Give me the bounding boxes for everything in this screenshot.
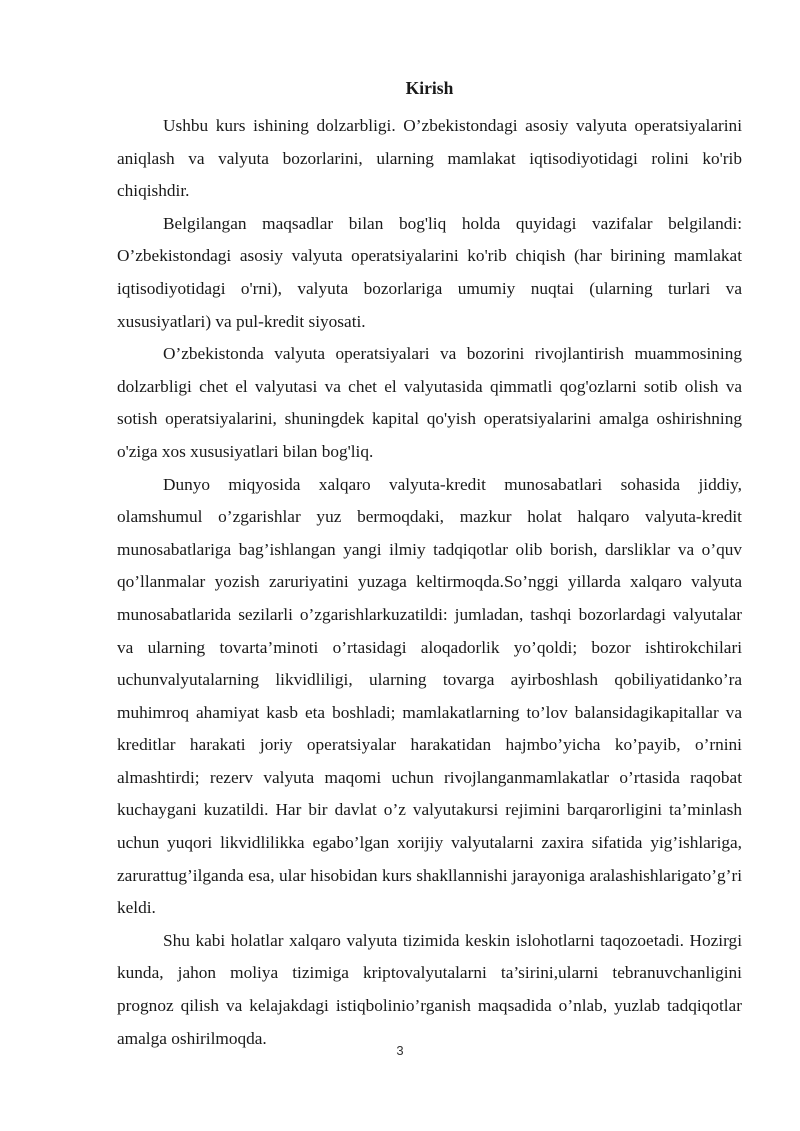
page-number: 3 [396, 1043, 404, 1058]
paragraph-tasks: Belgilangan maqsadlar bilan bog'liq holda quyidagi vazifalar belgilandi: O’zbekistondagi asosiy valyuta operatsiyalarini ko'rib chiqish (har birining mamlakat iqtisodiyotidagi o'rni), valyuta bozorlariga umumiy nuqtai (ularning turlari va xususiyatlari) va pul-kredit siyosati. [117, 213, 742, 331]
page-content [117, 78, 742, 1055]
section-title: Kirish [405, 78, 454, 98]
paragraph-reforms: Shu kabi holatlar xalqaro valyuta tizimida keskin islohotlarni taqozoetadi. Hozirgi kunda, jahon moliya tizimiga kriptovalyutalarni ta’sirini,ularni tebranuvchanligini prognoz qilish va kelajakdagi istiqbolinio’rganish maqsadida o’nlab, yuzlab tadqiqotlar amalga oshirilmoqda. [117, 930, 742, 1048]
paragraph-world-context: Dunyo miqyosida xalqaro valyuta-kredit munosabatlari sohasida jiddiy, olamshumul o’zgarishlar yuz bermoqdaki, mazkur holat halqaro valyuta-kredit munosabatlariga bag’ishlangan yangi ilmiy tadqiqotlar olib borish, darsliklar va o’quv qo’llanmalar yozish zaruriyatini yuzaga keltirmoqda.So’nggi yillarda xalqaro valyuta munosabatlarida sezilarli o’zgarishlarkuzatildi: jumladan, tashqi bozorlardagi valyutalar va ularning tovarta’minoti o’rtasidagi aloqadorlik yo’qoldi; bozor ishtirokchilari uchunvalyutalarning likvidliligi, ularning tovarga ayirboshlash qobiliyatidanko’ra muhimroq ahamiyat kasb eta boshladi; mamlakatlarning to’lov balansidagikapitallar va kreditlar harakati joriy operatsiyalar harakatidan hajmbo’yicha ko’payib, o’rnini almashtirdi; rezerv valyuta maqomi uchun rivojlanganmamlakatlar o’rtasida raqobat kuchaygani kuzatildi. Har bir davlat o’z valyutakursi rejimini barqarorligini ta’minlash uchun yuqori likvidlilikka egabo’lgan xorijiy valyutalarni zaxira sifatida yig’ishlariga, zarurattug’ilganda esa, ular hisobidan kurs shakllannishi jarayoniga aralashishlarigato’g’ri keldi. [117, 474, 742, 918]
paragraph-relevance: Ushbu kurs ishining dolzarbligi. O’zbekistondagi asosiy valyuta operatsiyalarini aniqlash va valyuta bozorlarini, ularning mamlakat iqtisodiyotidagi rolini ko'rib chiqishdir. [117, 116, 742, 201]
paragraph-problem: O’zbekistonda valyuta operatsiyalari va bozorini rivojlantirish muammosining dolzarbligi chet el valyutasi va chet el valyutasida qimmatli qog'ozlarni sotib olish va sotish operatsiyalarini, shuningdek kapital qo'yish operatsiyalarini amalga oshirishning o'ziga xos xususiyatlari bilan bog'liq. [117, 344, 742, 461]
